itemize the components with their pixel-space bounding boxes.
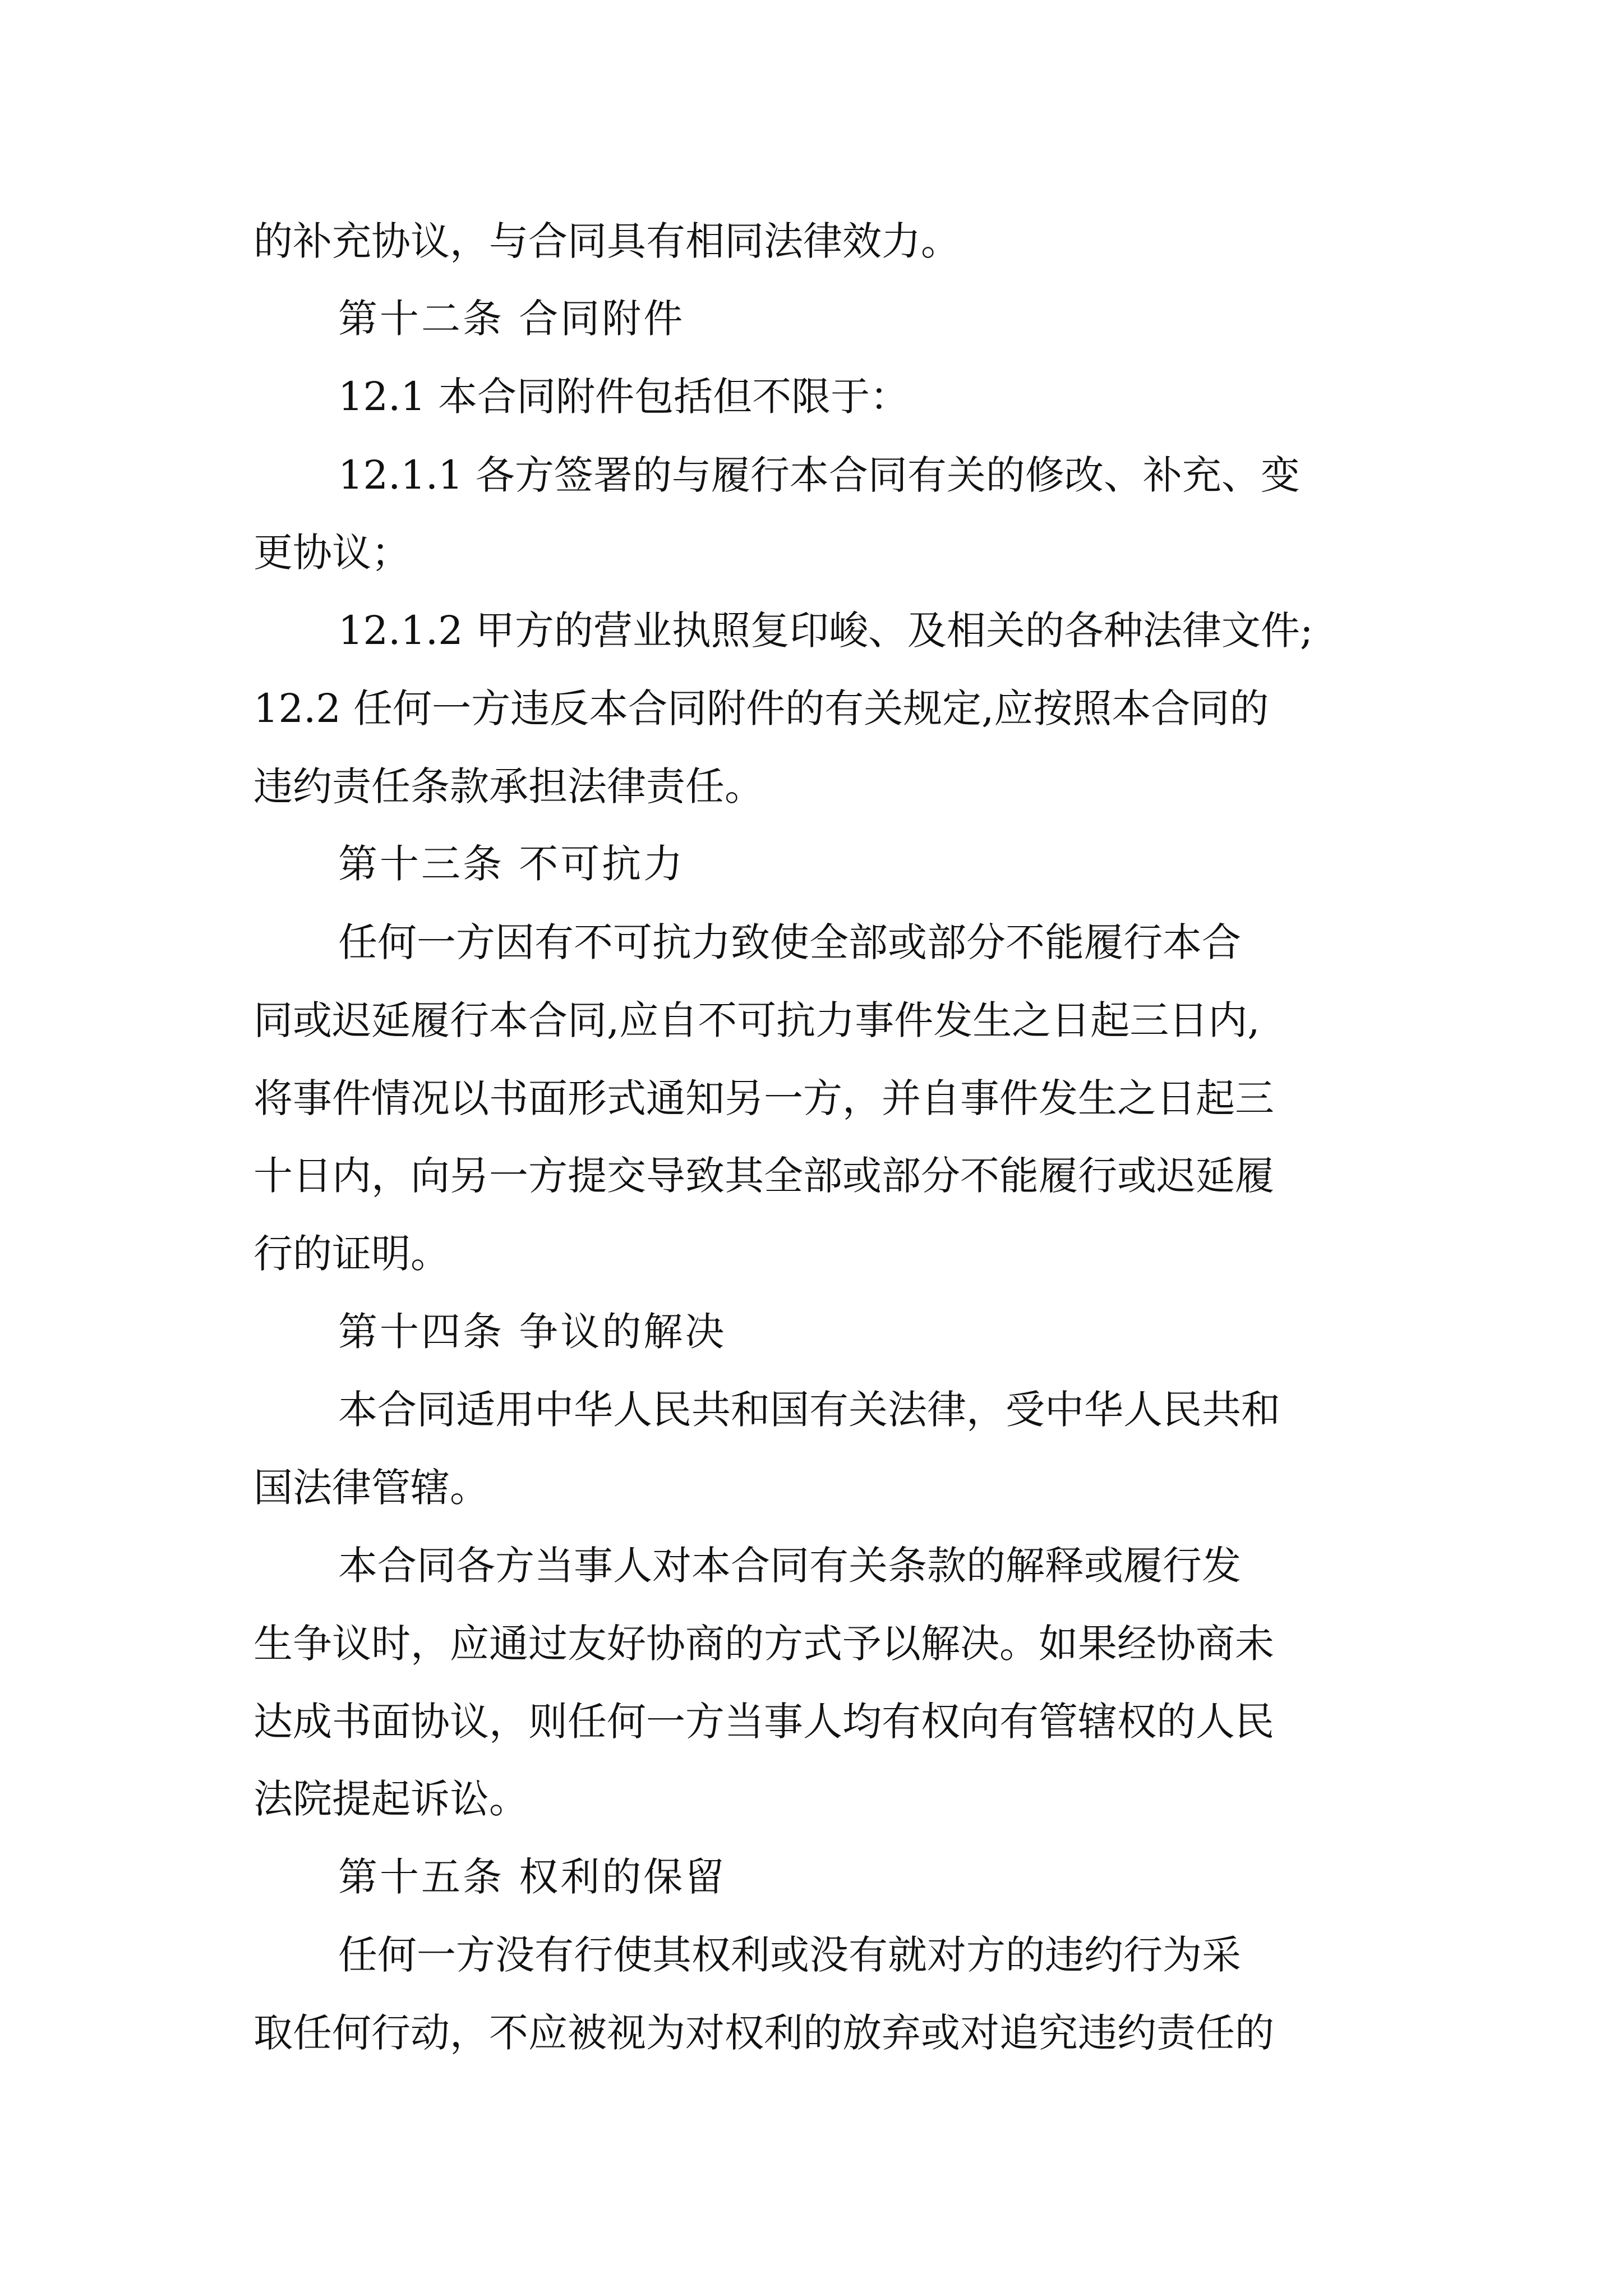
- section-heading: 第十二条 合同附件: [338, 296, 685, 342]
- text-line: 任何一方因有不可抗力致使全部或部分不能履行本合: [338, 919, 1241, 965]
- text-line: 任何一方没有行使其权利或没有就对方的违约行为采: [338, 1932, 1241, 1978]
- text-line: 将事件情况以书面形式通知另一方，并自事件发生之日起三: [253, 1075, 1274, 1121]
- text-line: 的补充协议，与合同具有相同法律效力。: [253, 218, 960, 264]
- text-line: 取任何行动，不应被视为对权利的放弃或对追究违约责任的: [253, 2010, 1274, 2056]
- text-line: 12.1.1 各方签署的与履行本合同有关的修改、补充、变: [338, 452, 1300, 498]
- text-line: 本合同各方当事人对本合同有关条款的解释或履行发: [338, 1543, 1241, 1589]
- text-line: 生争议时，应通过友好协商的方式予以解决。如果经协商未: [253, 1621, 1274, 1667]
- section-heading: 第十三条 不可抗力: [338, 841, 685, 887]
- text-line: 法院提起诉讼。: [253, 1776, 528, 1822]
- section-heading: 第十五条 权利的保留: [338, 1854, 727, 1900]
- text-line: 同或迟延履行本合同,应自不可抗力事件发生之日起三日内,: [253, 997, 1260, 1043]
- section-heading: 第十四条 争议的解决: [338, 1309, 727, 1355]
- text-line: 国法律管辖。: [253, 1465, 489, 1511]
- text-line: 本合同适用中华人民共和国有关法律，受中华人民共和: [338, 1387, 1280, 1433]
- text-line: 更协议；: [253, 530, 411, 576]
- text-line: 行的证明。: [253, 1231, 450, 1277]
- text-line: 十日内，向另一方提交导致其全部或部分不能履行或迟延履: [253, 1153, 1274, 1199]
- text-line: 12.2 任何一方违反本合同附件的有关规定,应按照本合同的: [253, 685, 1269, 731]
- text-line: 达成书面协议，则任何一方当事人均有权向有管辖权的人民: [253, 1699, 1274, 1745]
- text-line: 12.1 本合同附件包括但不限于：: [338, 374, 910, 420]
- text-line: 12.1.2 甲方的营业执照复印峻、及相关的各种法律文件;: [338, 608, 1313, 654]
- text-line: 违约责任条款承担法律责任。: [253, 763, 764, 809]
